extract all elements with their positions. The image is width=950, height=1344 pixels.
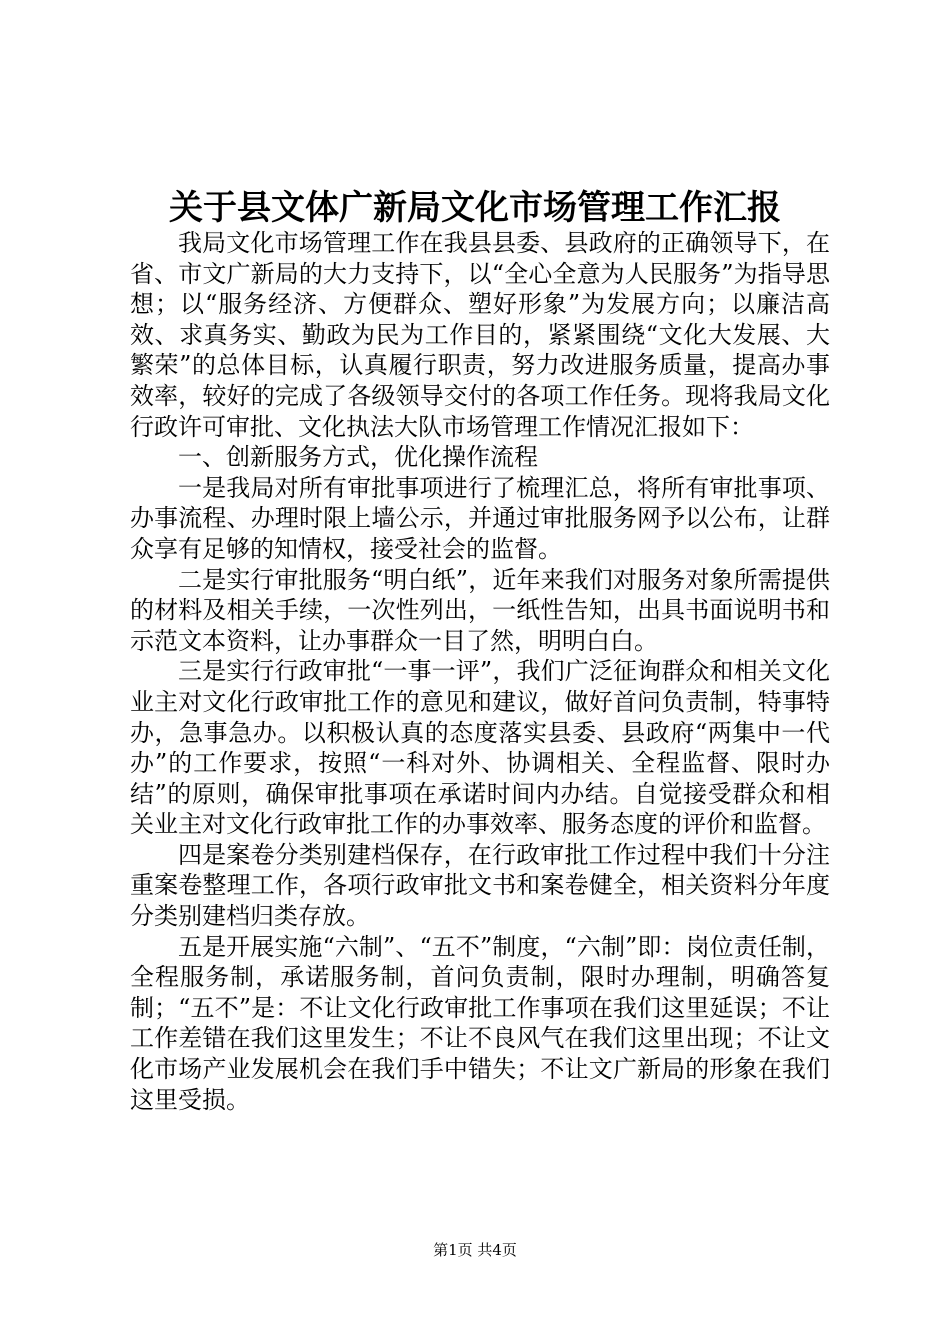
page-footer: 第1页 共4页 [433,1241,517,1259]
document-body [130,228,830,1115]
paragraph-item-5: 五是开展实施“六制”、“五不”制度，“六制”即：岗位责任制，全程服务制，承诺服务制，首问负责制，限时办理制，明确答复制；“五不”是：不让文化行政审批工作事项在我们这里延误；不让工作差错在我们这里发生；不让不良风气在我们这里出现；不让文化市场产业发展机会在我们手中错失；不让文广新局的形象在我们这里受损。 [130,932,830,1114]
document-title: 关于县文体广新局文化市场管理工作汇报 [169,188,781,228]
paragraph-item-3: 三是实行行政审批“一事一评”，我们广泛征询群众和相关文化业主对文化行政审批工作的意见和建议，做好首问负责制，特事特办，急事急办。以积极认真的态度落实县委、县政府“两集中一代办”的工作要求，按照“一科对外、协调相关、全程监督、限时办结”的原则，确保审批事项在承诺时间内办结。自觉接受群众和相关业主对文化行政审批工作的办事效率、服务态度的评价和监督。 [130,657,830,839]
paragraph-item-2: 二是实行审批服务“明白纸”，近年来我们对服务对象所需提供的材料及相关手续，一次性列出，一纸性告知，出具书面说明书和示范文本资料，让办事群众一目了然，明明白白。 [130,565,830,655]
paragraph-intro: 我局文化市场管理工作在我县县委、县政府的正确领导下，在省、市文广新局的大力支持下，以“全心全意为人民服务”为指导思想；以“服务经济、方便群众、塑好形象”为发展方向；以廉洁高效、求真务实、勤政为民为工作目的，紧紧围绕“文化大发展、大繁荣”的总体目标，认真履行职责，努力改进服务质量，提高办事效率，较好的完成了各级领导交付的各项工作任务。现将我局文化行政许可审批、文化执法大队市场管理工作情况汇报如下： [130,229,830,441]
paragraph-item-4: 四是案卷分类别建档保存，在行政审批工作过程中我们十分注重案卷整理工作，各项行政审批文书和案卷健全，相关资料分年度分类别建档归类存放。 [130,840,830,931]
paragraph-item-1: 一是我局对所有审批事项进行了梳理汇总，将所有审批事项、办事流程、办理时限上墙公示，并通过审批服务网予以公布，让群众享有足够的知情权，接受社会的监督。 [130,473,830,563]
section-heading: 一、创新服务方式，优化操作流程 [178,443,538,472]
